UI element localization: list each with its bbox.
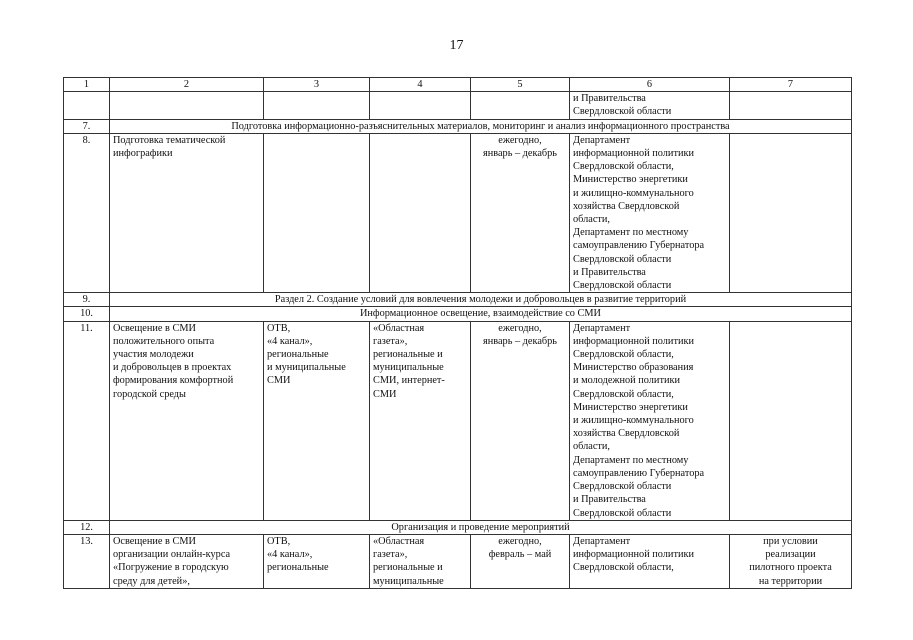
header-cell-1: 1: [64, 78, 110, 92]
cell-period: ежегодно, январь – декабрь: [471, 133, 570, 292]
cell-note: при условии реализации пилотного проекта на территории: [730, 534, 852, 588]
header-cell-2: 2: [110, 78, 264, 92]
cell-tv-radio: ОТВ, «4 канал», региональные и муниципальные СМИ: [264, 321, 370, 520]
cell-responsible: Департамент информационной политики Свердловской области, Министерство энергетики и жилищно-коммунального хозяйства Свердловской области, Департамент по местному самоуправлению Губернатора Свердловской области и Правительства Свердловской области: [570, 133, 730, 292]
row-number: 7.: [64, 119, 110, 133]
page-number: 17: [449, 38, 464, 53]
header-cell-7: 7: [730, 78, 852, 92]
plan-table: [63, 77, 852, 589]
row-number: 13.: [64, 534, 110, 588]
row-number: 10.: [64, 307, 110, 321]
section-heading: Раздел 2. Создание условий для вовлечения молодежи и добровольцев в развитие территорий: [110, 293, 852, 307]
cell-action: Освещение в СМИ организации онлайн-курса «Погружение в городскую среду для детей»,: [110, 534, 264, 588]
cell-note: [730, 92, 852, 119]
header-row: [64, 78, 852, 92]
section-heading: Подготовка информационно-разъяснительных материалов, мониторинг и анализ информационного пространства: [110, 119, 852, 133]
cell-action: [110, 92, 264, 119]
cell-print-media: «Областная газета», региональные и муниципальные: [370, 534, 471, 588]
cell-period: ежегодно, январь – декабрь: [471, 321, 570, 520]
table-row-13: [64, 534, 852, 588]
section-heading: Организация и проведение мероприятий: [110, 520, 852, 534]
cell-action: Подготовка тематической инфографики: [110, 133, 264, 292]
cell-print-media: [370, 133, 471, 292]
cell-print-media: [370, 92, 471, 119]
table-row-continuation: [64, 92, 852, 119]
cell-tv-radio: [264, 133, 370, 292]
cell-note: [730, 133, 852, 292]
row-number: 8.: [64, 133, 110, 292]
header-cell-6: 6: [570, 78, 730, 92]
cell-action: Освещение в СМИ положительного опыта участия молодежи и добровольцев в проектах формирования комфортной городской среды: [110, 321, 264, 520]
cell-tv-radio: [264, 92, 370, 119]
table-row-10: [64, 307, 852, 321]
header-cell-4: 4: [370, 78, 471, 92]
cell-tv-radio: ОТВ, «4 канал», региональные: [264, 534, 370, 588]
table-row-7: [64, 119, 852, 133]
header-cell-5: 5: [471, 78, 570, 92]
cell-print-media: «Областная газета», региональные и муниципальные СМИ, интернет- СМИ: [370, 321, 471, 520]
cell-period: [471, 92, 570, 119]
cell-responsible: Департамент информационной политики Свердловской области,: [570, 534, 730, 588]
row-number: 9.: [64, 293, 110, 307]
row-number: 11.: [64, 321, 110, 520]
table-row-9: [64, 293, 852, 307]
section-heading: Информационное освещение, взаимодействие со СМИ: [110, 307, 852, 321]
cell-period: ежегодно, февраль – май: [471, 534, 570, 588]
cell-note: [730, 321, 852, 520]
table-row-8: [64, 133, 852, 292]
row-number: [64, 92, 110, 119]
table-row-12: [64, 520, 852, 534]
table-row-11: [64, 321, 852, 520]
header-cell-3: 3: [264, 78, 370, 92]
cell-responsible: и Правительства Свердловской области: [570, 92, 730, 119]
row-number: 12.: [64, 520, 110, 534]
cell-responsible: Департамент информационной политики Свердловской области, Министерство образования и молодежной политики Свердловской области, Министерство энергетики и жилищно-коммунального хозяйства Свердловской области, Департамент по местному самоуправлению Губернатора Свердловской области и Правительства Свердловской области: [570, 321, 730, 520]
